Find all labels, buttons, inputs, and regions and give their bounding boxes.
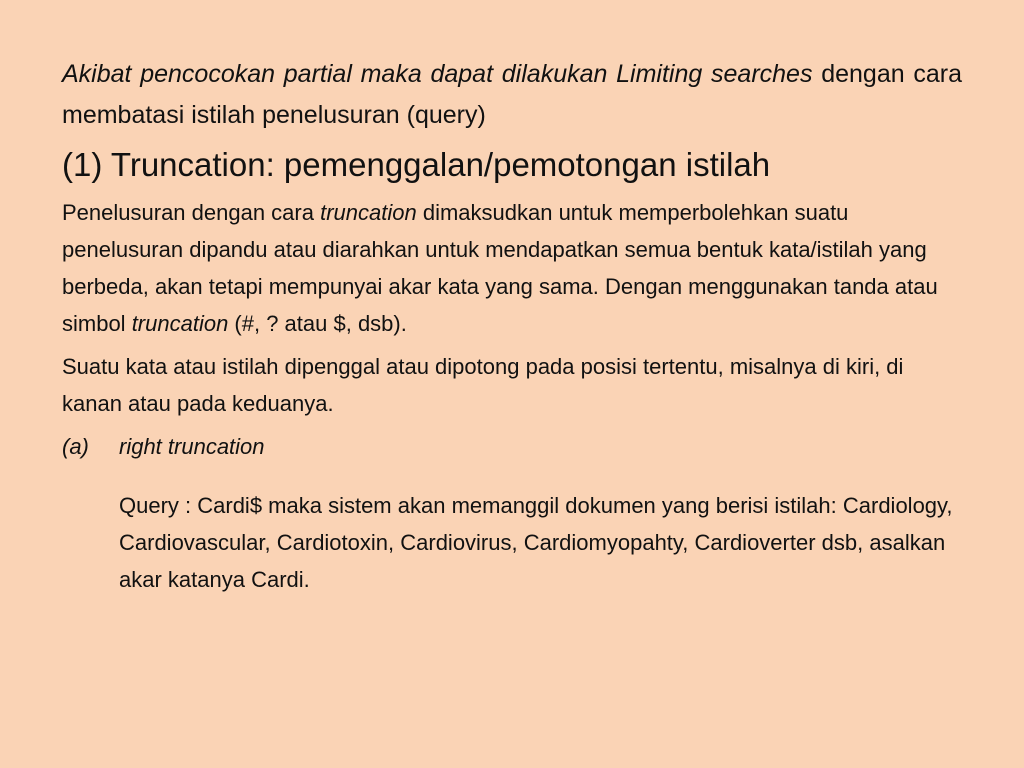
list-item-label: (a) — [62, 434, 89, 459]
para1-italic-d: truncation — [131, 311, 229, 336]
intro-paragraph — [62, 54, 962, 136]
intro-text: dengan cara membatasi istilah penelusuran (query) — [62, 60, 962, 129]
para1-text-a: Penelusuran dengan cara — [62, 200, 321, 225]
list-item-a — [62, 428, 962, 465]
section-heading: (1) Truncation: pemenggalan/pemotongan istilah — [62, 146, 771, 183]
para1-text-c: dimaksudkan untuk memperbolehkan suatu penelusuran dipandu atau diarahkan untuk mendapatkan semua bentuk kata/istilah yang berbeda, akan tetapi mempunyai akar kata yang sama. Dengan menggunakan tanda atau simbol — [62, 200, 938, 336]
truncation-description — [62, 194, 962, 342]
query-example: Query : Cardi$ maka sistem akan memanggil dokumen yang berisi istilah: Cardiology, Cardiovascular, Cardiotoxin, Cardiovirus, Cardiomyopahty, Cardioverter dsb, asalkan akar katanya Cardi. — [119, 493, 953, 592]
intro-italic-text: Akibat pencocokan partial maka dapat dilakukan Limiting searches — [62, 60, 813, 88]
para1-italic-b: truncation — [320, 200, 417, 225]
para1-text-e: (#, ? atau $, dsb). — [228, 311, 407, 336]
truncation-position-paragraph: Suatu kata atau istilah dipenggal atau dipotong pada posisi tertentu, misalnya di kiri, di kanan atau pada keduanya. — [62, 354, 904, 416]
list-item-text: right truncation — [119, 434, 265, 459]
slide-content — [62, 54, 962, 620]
